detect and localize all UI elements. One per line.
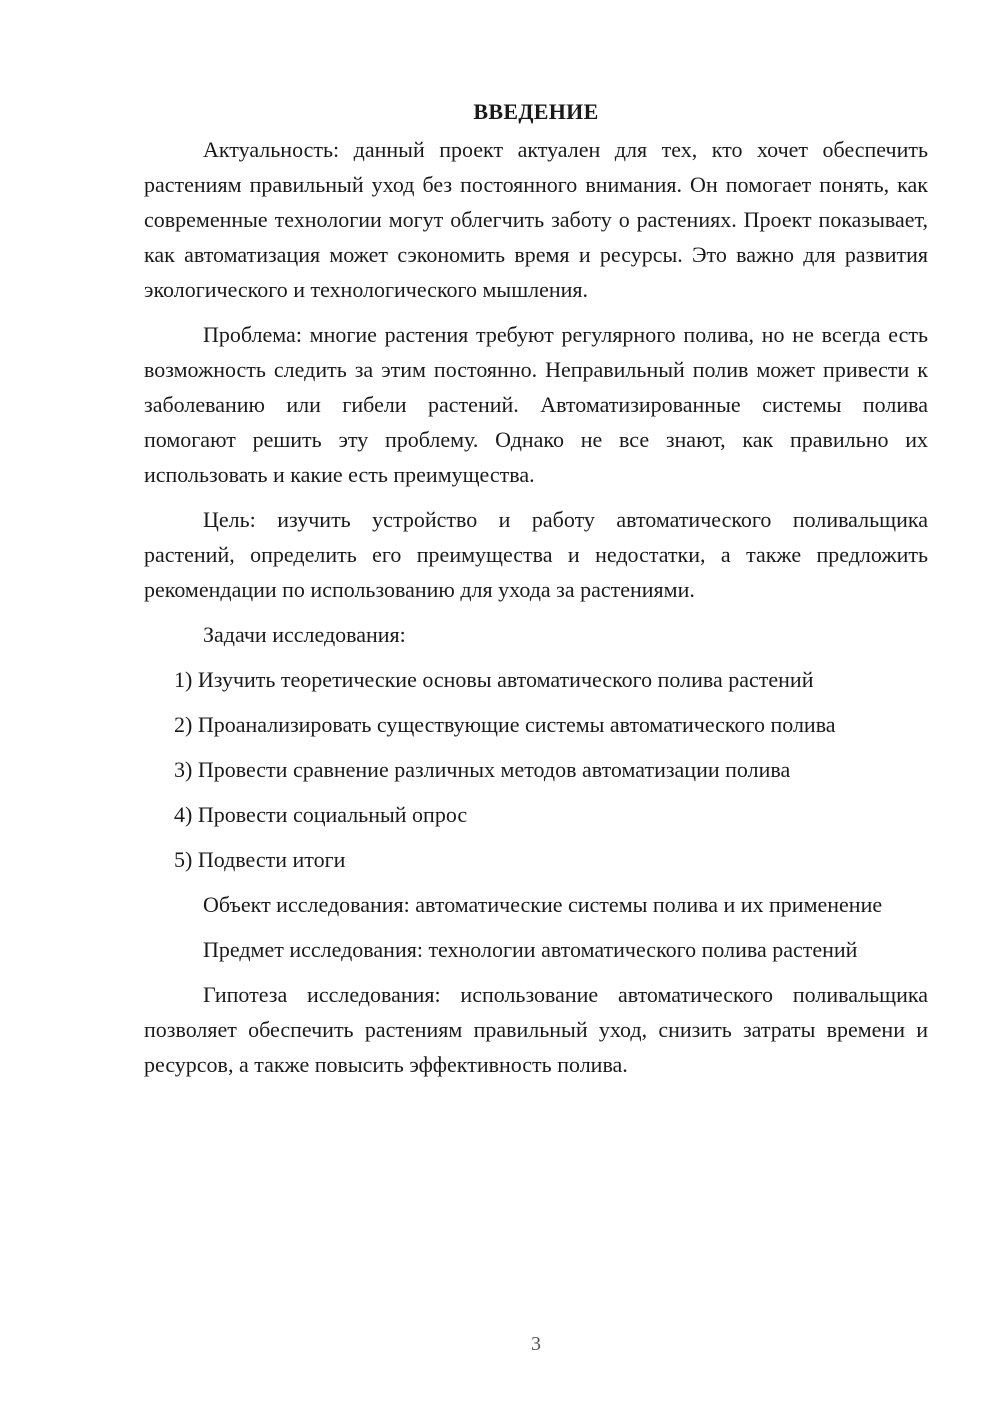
paragraph-goal: Цель: изучить устройство и работу автоматического поливальщика растений, определить его преимущества и недостатки, а также предложить рекомендации по использованию для ухода за растениями. bbox=[144, 507, 928, 602]
page-number: 3 bbox=[531, 1333, 541, 1355]
list-item: 4) Провести социальный опрос bbox=[174, 802, 468, 827]
paragraph-relevance: Актуальность: данный проект актуален для тех, кто хочет обеспечить растениям правильный уход без постоянного внимания. Он помогает понять, как современные технологии могут облегчить заботу о растениях. Проект показывает, как автоматизация может сэкономить время и ресурсы. Это важно для развития экологического и технологического мышления. bbox=[144, 137, 928, 302]
list-item: 5) Подвести итоги bbox=[174, 847, 346, 872]
paragraph-tasks-heading: Задачи исследования: bbox=[203, 622, 406, 647]
tasks-list bbox=[144, 662, 928, 877]
list-item: 2) Проанализировать существующие системы автоматического полива bbox=[174, 712, 836, 737]
paragraph-hypothesis: Гипотеза исследования: использование автоматического поливальщика позволяет обеспечить растениям правильный уход, снизить затраты времени и ресурсов, а также повысить эффективность полива. bbox=[144, 982, 928, 1077]
paragraph-problem: Проблема: многие растения требуют регулярного полива, но не всегда есть возможность следить за этим постоянно. Неправильный полив может привести к заболеванию или гибели растений. Автоматизированные системы полива помогают решить эту проблему. Однако не все знают, как правильно их использовать и какие есть преимущества. bbox=[144, 322, 928, 487]
list-item: 3) Провести сравнение различных методов автоматизации полива bbox=[174, 757, 791, 782]
paragraph-object: Объект исследования: автоматические системы полива и их применение bbox=[203, 892, 883, 917]
paragraph-subject: Предмет исследования: технологии автоматического полива растений bbox=[203, 937, 858, 962]
list-item: 1) Изучить теоретические основы автоматического полива растений bbox=[174, 667, 814, 692]
page-title: ВВЕДЕНИЕ bbox=[473, 99, 599, 124]
document-page bbox=[144, 96, 928, 1092]
